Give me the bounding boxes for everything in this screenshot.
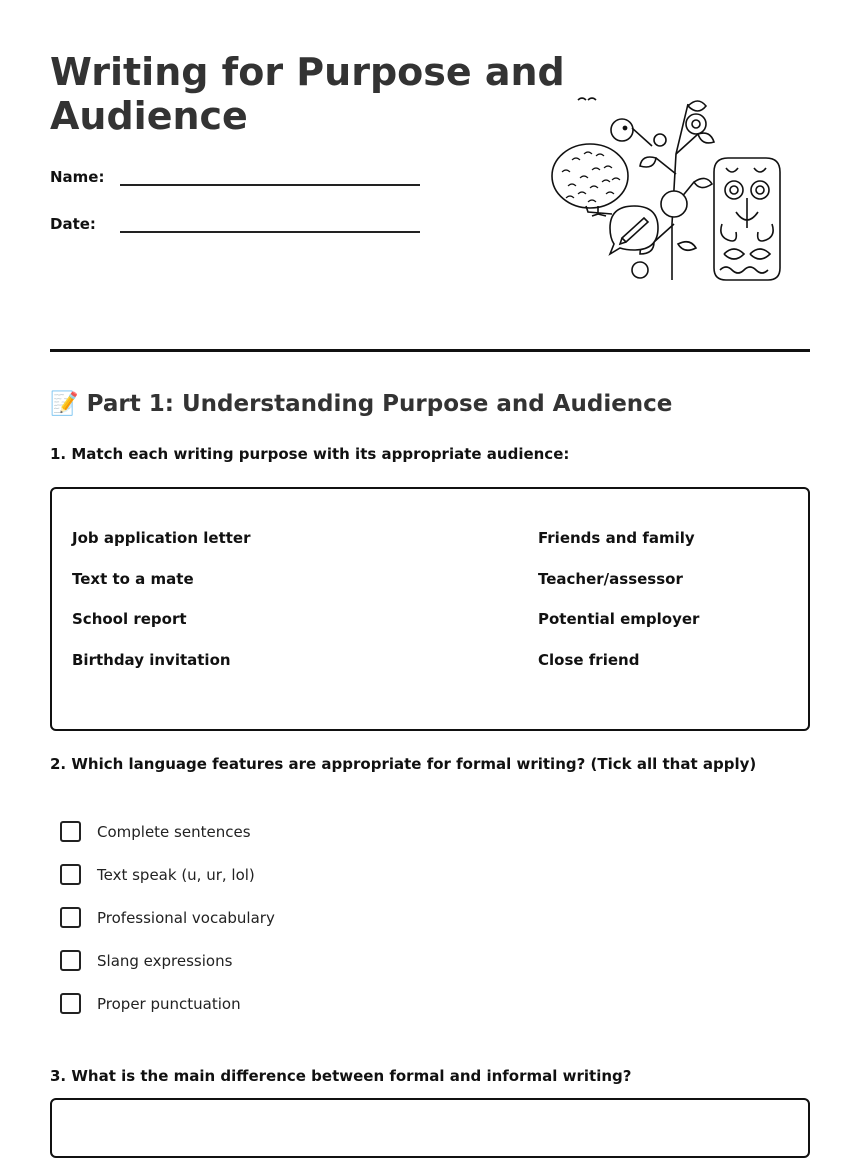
purpose-item[interactable]: School report (72, 610, 187, 628)
section-divider (50, 349, 810, 352)
maori-carving-icon (714, 158, 780, 280)
checkbox[interactable] (60, 821, 81, 842)
date-line[interactable] (120, 213, 420, 233)
audience-item[interactable]: Friends and family (538, 529, 695, 547)
purpose-item[interactable]: Job application letter (72, 529, 251, 547)
checkbox[interactable] (60, 864, 81, 885)
nz-illustration (548, 94, 788, 294)
name-label: Name: (50, 168, 105, 186)
audience-item[interactable]: Potential employer (538, 610, 700, 628)
date-field-row (50, 213, 420, 233)
checkbox-option (60, 950, 232, 971)
checkbox-label: Text speak (u, ur, lol) (97, 865, 255, 884)
part1-heading (50, 388, 672, 420)
checkbox-option (60, 864, 255, 885)
question-2-prompt: 2. Which language features are appropriate for formal writing? (Tick all that apply) (50, 755, 757, 773)
matching-box (50, 487, 810, 731)
name-field-row (50, 166, 420, 186)
audience-item[interactable]: Close friend (538, 651, 640, 669)
kiwi-bird-icon (552, 98, 652, 216)
question-3-answer-box[interactable] (50, 1098, 810, 1158)
pohutukawa-branch-icon (632, 101, 714, 280)
part1-title: Part 1: Understanding Purpose and Audience (86, 391, 673, 417)
name-line[interactable] (120, 166, 420, 186)
checkbox-label: Slang expressions (97, 951, 233, 970)
question-1-prompt: 1. Match each writing purpose with its appropriate audience: (50, 445, 570, 463)
checkbox-option (60, 821, 251, 842)
checkbox-label: Proper punctuation (97, 994, 241, 1013)
worksheet-title: Writing for Purpose and Audience (50, 50, 565, 138)
checkbox-label: Complete sentences (97, 822, 251, 841)
checkbox-option (60, 907, 275, 928)
date-label: Date: (50, 215, 96, 233)
checkbox[interactable] (60, 993, 81, 1014)
purpose-item[interactable]: Text to a mate (72, 570, 194, 588)
memo-icon: 📝 (50, 391, 79, 417)
question-3-prompt: 3. What is the main difference between formal and informal writing? (50, 1067, 632, 1085)
audience-item[interactable]: Teacher/assessor (538, 570, 683, 588)
checkbox-option (60, 993, 241, 1014)
checkbox[interactable] (60, 907, 81, 928)
purpose-item[interactable]: Birthday invitation (72, 651, 231, 669)
checkbox[interactable] (60, 950, 81, 971)
checkbox-label: Professional vocabulary (97, 908, 275, 927)
speech-bubble-pen-icon (610, 206, 658, 254)
